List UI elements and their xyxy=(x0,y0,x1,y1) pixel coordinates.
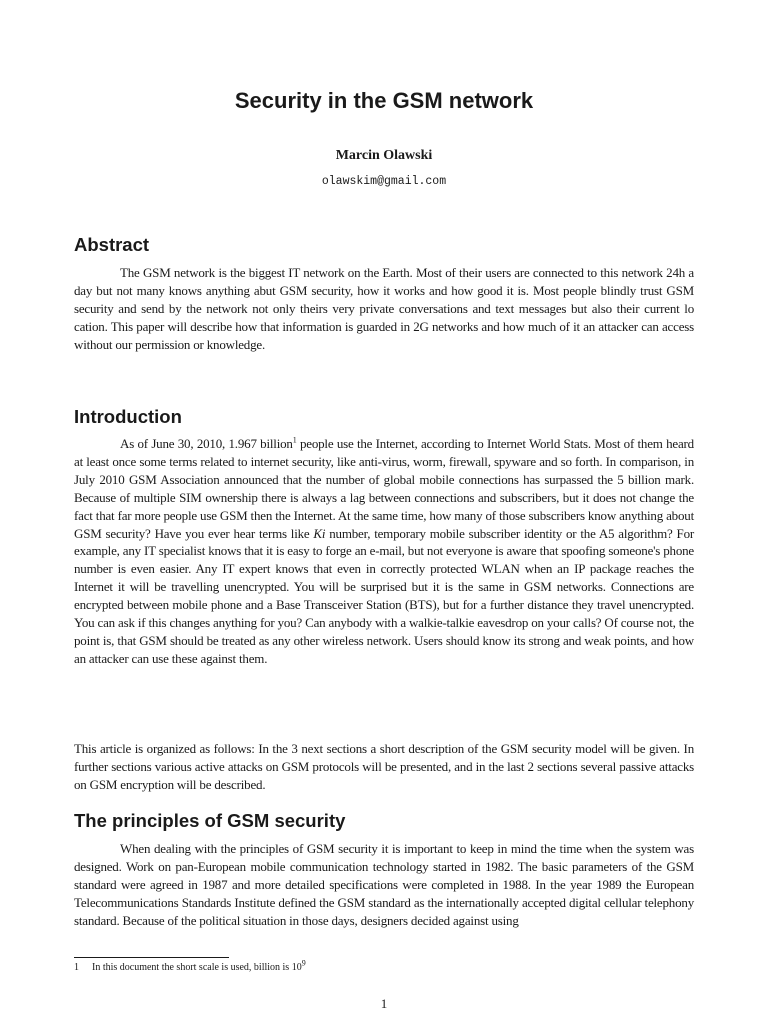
intro-text-end: number, temporary mobile subscriber identity or the A5 algorithm? For example, any IT specialist knows that it is easy to forge an e-mail, but not everyone is aware that spoofing someone's phone number is even easier. Any IT expert knows that even in correctly protected WLAN when an IP package reaches the Internet it will be travelling unencrypted. You will be surprised but it is the same in GSM networks. Connections are encrypted between mobile phone and a Base Transceiver Station (BTS), but for a further distance they travel unencrypted. You can ask if this changes anything for you? Can anybody with a walkie-talkie eavesdrop on your calls? Of course not, the point is, that GSM should be treated as any other wireless network. Users should know its strong and weak points, and how an attacker can use these against them. xyxy=(74,525,694,666)
ki-term: Ki xyxy=(313,525,326,541)
footnote-text: In this document the short scale is used, billion is 10 xyxy=(92,962,302,973)
intro-text-middle: people use the Internet, according to Internet World Stats. Most of them heard at least once some terms related to internet security, like anti-virus, worm, firewall, spyware and so forth. In comparison, in July 2010 GSM Association announced that the number of global mobile connections has surpassed the 5 billion mark. Because of multiple SIM ownership there is always a lag between connections and subscribers, but it does not change the fact that far more people use GSM then the Internet. At the same time, how many of those subscribers know anything about GSM security? Have you ever hear terms like xyxy=(74,436,694,541)
page-number: 1 xyxy=(380,996,388,1011)
intro-text-start: As of June 30, 2010, 1.967 billion xyxy=(120,436,293,451)
footnote-ref-1[interactable]: 1 xyxy=(292,435,297,445)
abstract-heading: Abstract xyxy=(74,234,150,255)
footnote-rule xyxy=(74,957,229,958)
introduction-heading: Introduction xyxy=(74,406,182,427)
author-email: olawskim@gmail.com xyxy=(321,175,447,188)
paper-title: Security in the GSM network xyxy=(234,88,534,113)
footnote xyxy=(74,958,694,973)
introduction-paragraph-1 xyxy=(74,435,694,668)
abstract-text: The GSM network is the biggest IT network on the Earth. Most of their users are connected to this network 24h a day but not many knows anything abut GSM security, how it works and how good it is. Most people blindly trust GSM security and send by the network not only theirs very private conversations and text messages but also their current lo cation. This paper will describe how that information is guarded in 2G networks and how much of it an attacker can access without our permission or knowledge. xyxy=(74,265,694,352)
footnote-exponent: 9 xyxy=(301,958,306,968)
principles-paragraph-1: When dealing with the principles of GSM security it is important to keep in mind the time when the system was designed. Work on pan-European mobile communication technology started in 1982. The basic parameters of the GSM standard were agreed in 1987 and more detailed specifications were completed in 1988. In the year 1989 the European Telecommunications Standards Institute defined the GSM standard as the internationally accepted digital cellular telephony standard. Because of the political situation in those days, designers decided against using xyxy=(74,841,694,928)
footnote-number: 1 xyxy=(74,962,79,973)
introduction-paragraph-2: This article is organized as follows: In the 3 next sections a short description of the GSM security model will be given. In further sections various active attacks on GSM protocols will be presented, and in the last 2 sections several passive attacks on GSM encryption will be described. xyxy=(74,741,694,792)
principles-heading: The principles of GSM security xyxy=(74,810,346,831)
author-name: Marcin Olawski xyxy=(335,148,433,163)
